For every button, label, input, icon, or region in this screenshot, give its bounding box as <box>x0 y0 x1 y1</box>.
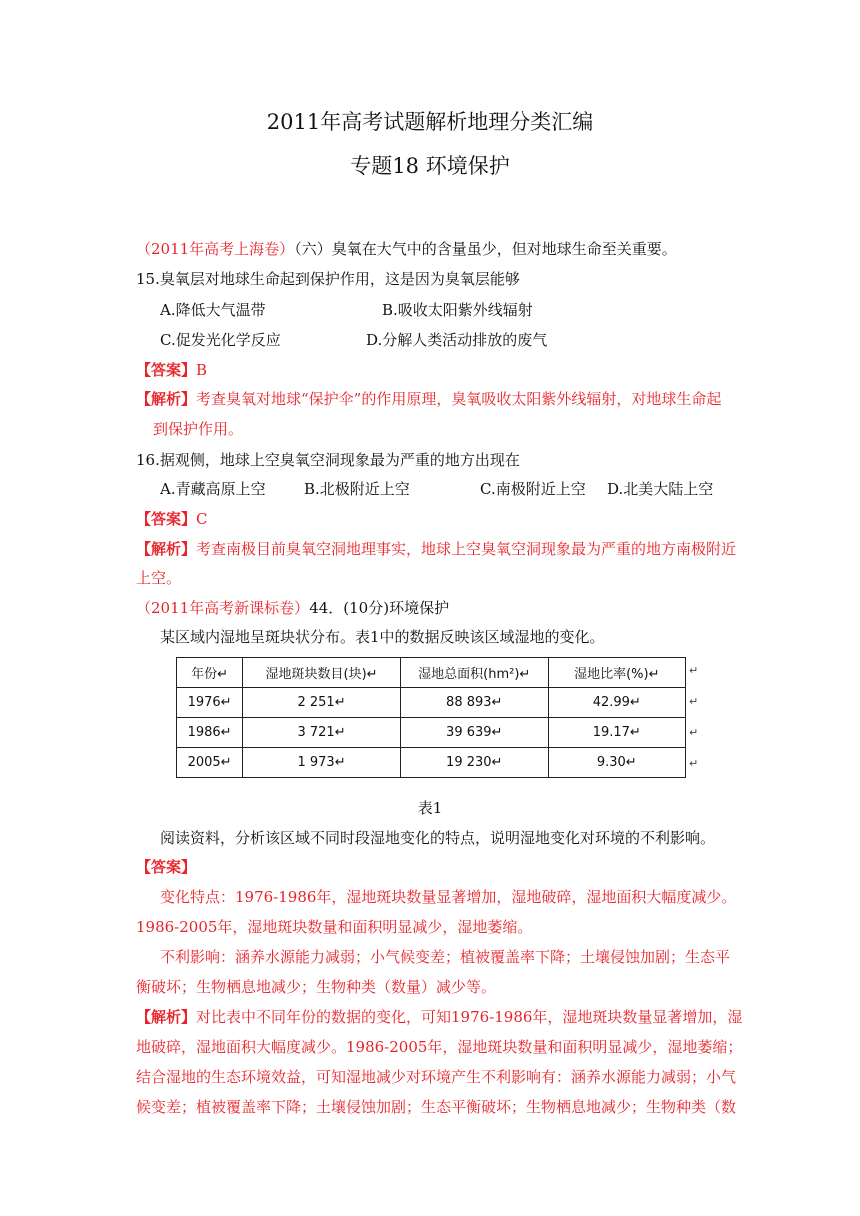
q3-source: （2011年高考新课标卷） <box>136 599 310 617</box>
page-subtitle: 专题18 环境保护 <box>350 154 510 178</box>
row-end-mark: ↵ <box>689 726 699 739</box>
answer-value: B <box>196 361 208 379</box>
table-cell: 1 973↵ <box>243 748 401 778</box>
table-header-cell: 湿地斑块数目(块)↵ <box>243 658 401 688</box>
q1-intro: （六）臭氧在大气中的含量虽少，但对地球生命至关重要。 <box>294 240 677 258</box>
wetland-table <box>176 657 686 778</box>
analysis-tag: 【解析】 <box>136 540 197 558</box>
table-header-cell: 湿地总面积(hm²)↵ <box>400 658 548 688</box>
q1-stem: 15.臭氧层对地球生命起到保护作用，这是因为臭氧层能够 <box>136 270 520 288</box>
table-header-cell: 湿地比率(%)↵ <box>548 658 685 688</box>
table-cell: 1976↵ <box>177 688 243 718</box>
analysis-tag: 【解析】 <box>136 1008 197 1026</box>
page-title: 2011年高考试题解析地理分类汇编 <box>266 110 594 134</box>
analysis-text: 考查南极目前臭氧空洞地理事实，地球上空臭氧空洞现象最为严重的地方南极附近 <box>196 540 737 558</box>
q3-analysis-line: 结合湿地的生态环境效益，可知湿地减少对环境产生不利影响有：涵养水源能力减弱；小气 <box>136 1068 737 1086</box>
q3-header: 44．(10分)环境保护 <box>309 599 450 617</box>
table-row <box>177 718 686 748</box>
table-cell: 19 230↵ <box>400 748 548 778</box>
q3-answer-line: 衡破坏；生物栖息地减少；生物种类（数量）减少等。 <box>136 978 497 996</box>
answer-tag: 【答案】 <box>136 510 197 528</box>
q1-option-b: B.吸收太阳紫外线辐射 <box>382 301 533 319</box>
table-header-row <box>177 658 686 688</box>
table-row <box>177 748 686 778</box>
q2-option-b: B.北极附近上空 <box>304 480 410 498</box>
q3-answer-line: 不利影响：涵养水源能力减弱；小气候变差；植被覆盖率下降；土壤侵蚀加剧；生态平 <box>160 948 731 966</box>
q3-answer-line: 1986-2005年，湿地斑块数量和面积明显减少，湿地萎缩。 <box>136 918 533 936</box>
row-end-mark: ↵ <box>689 757 699 770</box>
table-header-cell: 年份↵ <box>177 658 243 688</box>
q2-option-d: D.北美大陆上空 <box>607 480 714 498</box>
answer-value: C <box>196 510 208 528</box>
q1-source-line <box>136 238 677 259</box>
q2-option-c: C.南极附近上空 <box>480 480 586 498</box>
table-row <box>177 688 686 718</box>
analysis-text: 考查臭氧对地球“保护伞”的作用原理，臭氧吸收太阳紫外线辐射，对地球生命起 <box>196 390 722 408</box>
q1-source: （2011年高考上海卷） <box>136 240 295 258</box>
q1-option-d: D.分解人类活动排放的废气 <box>366 331 548 349</box>
row-end-mark: ↵ <box>689 664 699 677</box>
table-cell: 2 251↵ <box>243 688 401 718</box>
q3-analysis-line: 候变差；植被覆盖率下降；土壤侵蚀加剧；生态平衡破坏；生物栖息地减少；生物种类（数 <box>136 1098 737 1116</box>
table-cell: 9.30↵ <box>548 748 685 778</box>
q1-analysis-cont: 到保护作用。 <box>153 420 244 438</box>
table-caption: 表1 <box>417 799 443 817</box>
answer-tag: 【答案】 <box>136 361 197 379</box>
q2-answer <box>136 508 208 529</box>
table-cell: 88 893↵ <box>400 688 548 718</box>
q2-analysis <box>136 538 736 559</box>
q3-header-line <box>136 597 449 618</box>
q3-answer-line: 变化特点：1976-1986年，湿地斑块数量显著增加，湿地破碎，湿地面积大幅度减少。 <box>160 888 737 906</box>
table-cell: 19.17↵ <box>548 718 685 748</box>
q3-analysis-line: 地破碎，湿地面积大幅度减少。1986-2005年，湿地斑块数量和面积明显减少，湿地萎缩； <box>136 1038 743 1056</box>
row-end-mark: ↵ <box>689 695 699 708</box>
q2-stem: 16.据观侧，地球上空臭氧空洞现象最为严重的地方出现在 <box>136 451 520 469</box>
q1-option-a: A.降低大气温带 <box>160 301 266 319</box>
analysis-tag: 【解析】 <box>136 390 197 408</box>
table-cell: 39 639↵ <box>400 718 548 748</box>
q3-analysis <box>136 1006 742 1027</box>
q1-analysis <box>136 388 721 409</box>
analysis-text: 对比表中不同年份的数据的变化，可知1976-1986年，湿地斑块数量显著增加，湿 <box>196 1008 743 1026</box>
q3-question: 阅读资料，分析该区域不同时段湿地变化的特点，说明湿地变化对环境的不利影响。 <box>160 829 716 847</box>
q2-option-a: A.青藏高原上空 <box>160 480 266 498</box>
table-cell: 2005↵ <box>177 748 243 778</box>
table-cell: 42.99↵ <box>548 688 685 718</box>
q3-answer-tag: 【答案】 <box>136 858 197 876</box>
q1-answer <box>136 359 207 380</box>
q2-analysis-cont: 上空。 <box>136 569 182 587</box>
q1-option-c: C.促发光化学反应 <box>160 331 281 349</box>
table-cell: 1986↵ <box>177 718 243 748</box>
table-cell: 3 721↵ <box>243 718 401 748</box>
q3-intro: 某区域内湿地呈斑块状分布。表1中的数据反映该区域湿地的变化。 <box>160 628 605 646</box>
